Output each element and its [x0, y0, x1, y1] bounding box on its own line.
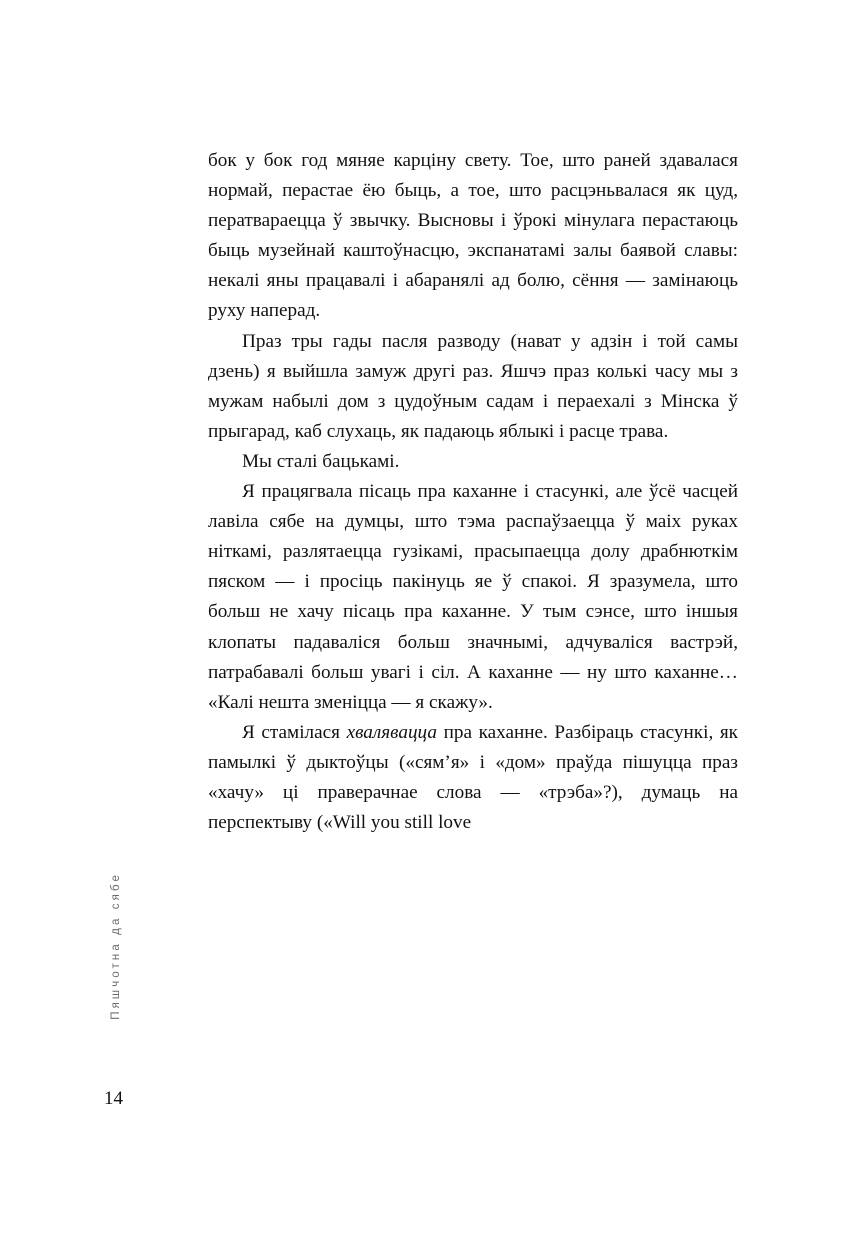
- paragraph-3: Мы сталі бацькамі.: [242, 450, 400, 472]
- running-head-text: Пяшчотна да сябе: [110, 872, 122, 1020]
- body-text-block: [208, 146, 738, 838]
- paragraph-1: бок у бок год мяняе карціну свету. Тое, што раней здавалася нормай, перастае ёю быць, а тое, што расцэньвалася як цуд, ператвараецца ў звычку. Высновы і ўрокі мінулага перастаюць быць музейнай каштоўнасцю, экспанатамі залы баявой славы: некалі яны працавалі і абаранялі ад болю, сёння — замінаюць руху наперад.: [208, 150, 738, 322]
- paragraph-5: [208, 718, 738, 838]
- paragraph-4: Я працягвала пісаць пра каханне і стасункі, але ўсё часцей лавіла сябе на думцы, што тэма распаўзаецца ў маіх руках ніткамі, разлятаецца гузікамі, прасыпаецца долу драбнюткім пяском — і просіць пакінуць яе ў спакоі. Я зразумела, што больш не хачу пісаць пра каханне. У тым сэнсе, што іншыя клопаты падаваліся больш значнымі, адчуваліся вастрэй, патрабавалі больш увагі і сіл. А каханне — ну што каханне… «Калі нешта зменіцца — я скажу».: [208, 481, 738, 713]
- paragraph-2: Праз тры гады пасля разводу (нават у адзін і той самы дзень) я выйшла замуж другі раз. Яшчэ праз колькі часу мы з мужам набылі дом з цудоўным садам і пераехалі з Мінска ў прыгарад, каб слухаць, як падаюць яблыкі і расце трава.: [208, 330, 738, 442]
- paragraph-5-run-3: пра каханне. Разбіраць стасункі, як памылкі ў дыктоўцы («сям’я» і «дом» праўда пішуцца праз «хачу» ці праверачнае слова — «трэба»?), думаць на перспектыву («Will you still love: [208, 721, 739, 834]
- paragraph-5-emphasis: хвалявацца: [346, 721, 437, 743]
- paragraph-5-run-1: Я стамілася: [242, 721, 347, 743]
- page-number: 14: [104, 1088, 123, 1109]
